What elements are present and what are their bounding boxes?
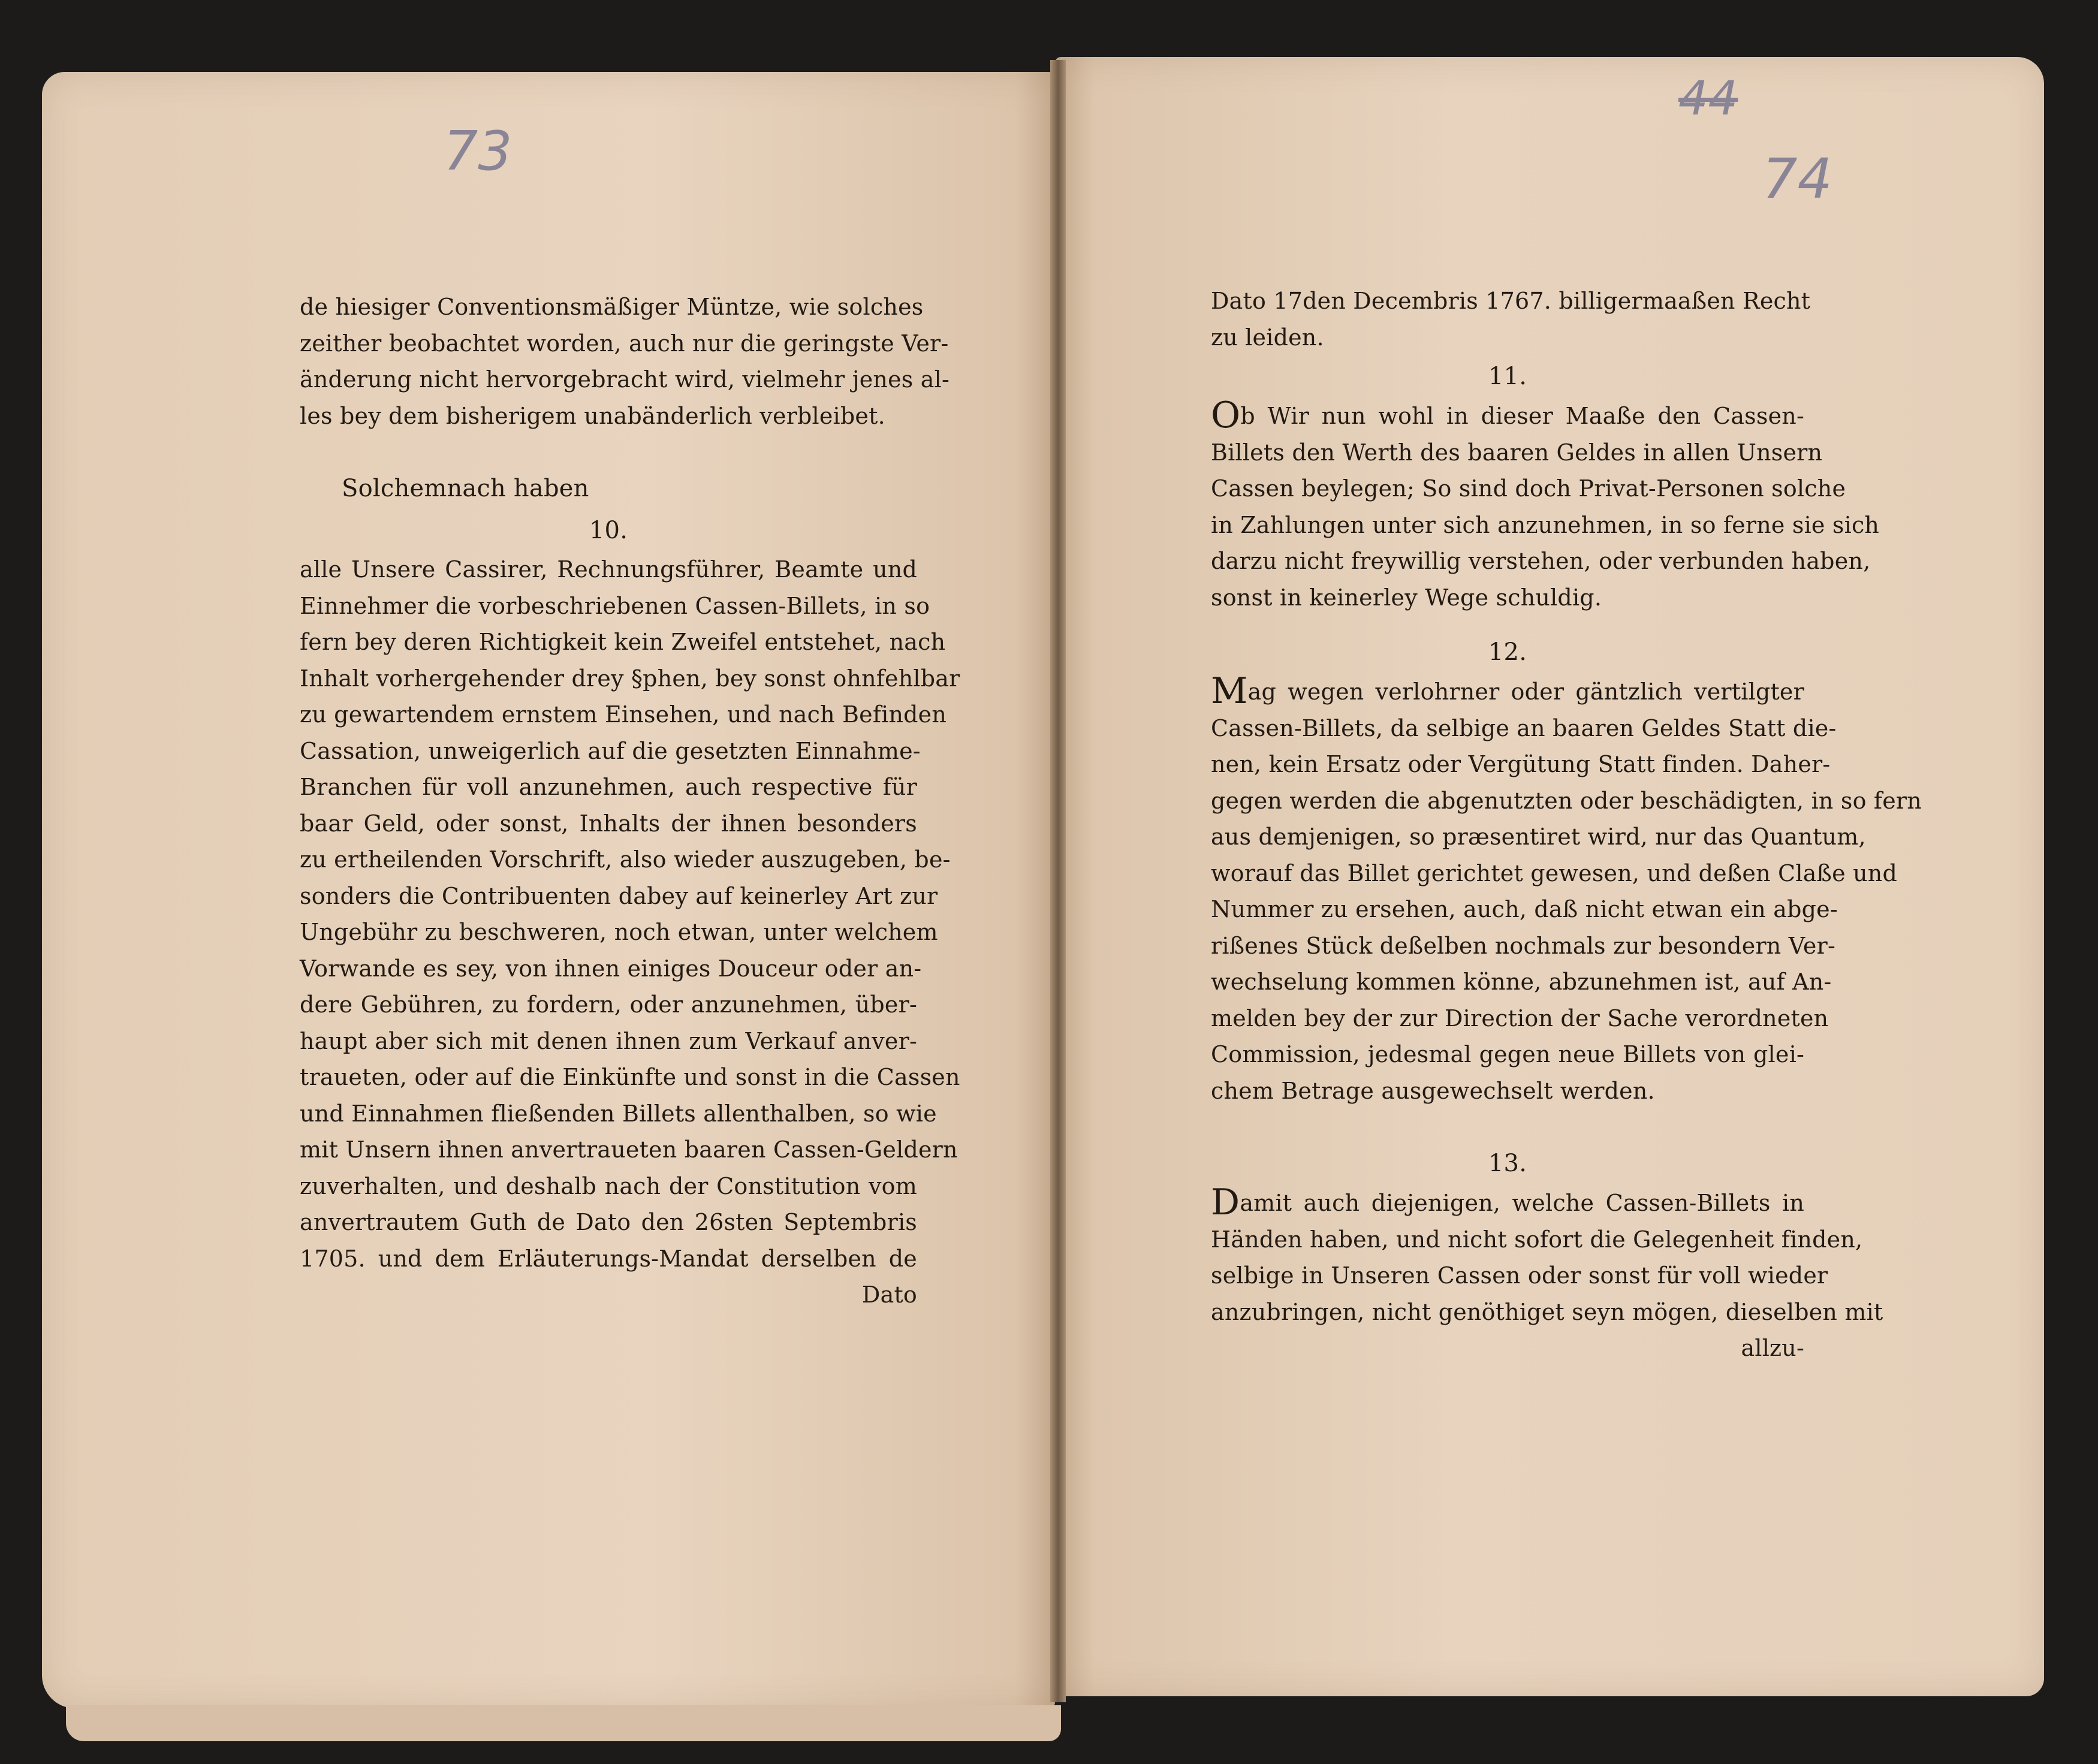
text-line: anzubringen, nicht genöthiget seyn mögen, dieselben mit	[1211, 1298, 1883, 1325]
text-line: fern bey deren Richtigkeit kein Zweifel entstehet, nach	[300, 629, 946, 655]
text-line: chem Betrage ausgewechselt werden.	[1211, 1077, 1655, 1104]
text-line: zu leiden.	[1211, 324, 1324, 351]
text-line: und Einnahmen fließenden Billets allenthalben, so wie	[300, 1100, 937, 1127]
struck-page-number-annotation: 44	[1678, 72, 1738, 126]
text-line: in Zahlungen unter sich anzunehmen, in so ferne sie sich	[1211, 511, 1880, 538]
text-line: Branchen für voll anzunehmen, auch respective für	[300, 774, 917, 800]
text-line: melden bey der zur Direction der Sache verordneten	[1211, 1005, 1829, 1032]
catchword: Dato	[861, 1281, 917, 1308]
right-page-text	[1211, 283, 1922, 1367]
text-line: zu ertheilenden Vorschrift, also wieder auszugeben, be-	[300, 846, 951, 873]
dropcap: O	[1211, 394, 1241, 436]
text-line: nen, kein Ersatz oder Vergütung Statt finden. Daher-	[1211, 751, 1831, 777]
intro-phrase: Solchemnach haben	[342, 475, 589, 502]
text-line	[1211, 394, 1804, 436]
section-number-13: 13.	[1488, 1150, 1527, 1177]
text-line: haupt aber sich mit denen ihnen zum Verkauf anver-	[300, 1027, 917, 1054]
text-line: Händen haben, und nicht sofort die Gelegenheit finden,	[1211, 1226, 1863, 1253]
text-line-rest: ag wegen verlohrner oder gäntzlich vertilgter	[1247, 679, 1804, 705]
text-line: zu gewartendem ernstem Einsehen, und nach Befinden	[300, 701, 947, 728]
text-line: Vorwande es sey, von ihnen einiges Douceur oder an-	[300, 955, 922, 982]
left-page-underlying-leaf	[66, 1705, 1061, 1741]
text-line: worauf das Billet gerichtet gewesen, und deßen Claße und	[1211, 860, 1897, 886]
text-line	[1211, 1181, 1804, 1223]
text-line: traueten, oder auf die Einkünfte und sonst in die Cassen	[300, 1064, 960, 1090]
text-line: Dato 17den Decembris 1767. billigermaaßen Recht	[1211, 288, 1811, 314]
text-line: Nummer zu ersehen, auch, daß nicht etwan ein abge-	[1211, 896, 1838, 922]
section-number-12: 12.	[1488, 638, 1527, 666]
text-line: Cassation, unweigerlich auf die gesetzten Einnahme-	[300, 737, 921, 764]
section-number-11: 11.	[1488, 363, 1527, 390]
dropcap: D	[1211, 1181, 1240, 1223]
text-line: baar Geld, oder sonst, Inhalts der ihnen besonders	[300, 810, 917, 837]
book-gutter	[1050, 60, 1066, 1702]
text-line: rißenes Stück deßelben nochmals zur besondern Ver-	[1211, 932, 1836, 959]
left-page-text	[300, 289, 960, 1313]
text-line: anvertrautem Guth de Dato den 26sten Septembris	[300, 1209, 917, 1235]
text-line: zuverhalten, und deshalb nach der Constitution vom	[300, 1172, 917, 1199]
text-line: sonst in keinerley Wege schuldig.	[1211, 584, 1602, 611]
right-page-number-annotation: 74	[1762, 147, 1833, 211]
text-line: Cassen-Billets, da selbige an baaren Geldes Statt die-	[1211, 714, 1837, 741]
text-line: Commission, jedesmal gegen neue Billets von glei-	[1211, 1041, 1804, 1068]
text-line-rest: b Wir nun wohl in dieser Maaße den Cassen-	[1240, 403, 1804, 429]
text-line: mit Unsern ihnen anvertraueten baaren Cassen-Geldern	[300, 1136, 958, 1163]
dropcap: M	[1211, 670, 1248, 712]
left-page-number-annotation: 73	[444, 120, 513, 183]
text-line: les bey dem bisherigem unabänderlich verbleibet.	[300, 402, 885, 429]
text-line: dere Gebühren, zu fordern, oder anzunehmen, über-	[300, 991, 917, 1018]
text-line: zeither beobachtet worden, auch nur die geringste Ver-	[300, 330, 949, 357]
text-line: darzu nicht freywillig verstehen, oder verbunden haben,	[1211, 548, 1871, 574]
text-line: aus demjenigen, so præsentiret wird, nur das Quantum,	[1211, 824, 1866, 850]
section-number-10: 10.	[589, 517, 628, 544]
text-line: Billets den Werth des baaren Geldes in allen Unsern	[1211, 439, 1823, 466]
text-line: Ungebühr zu beschweren, noch etwan, unter welchem	[300, 919, 938, 945]
text-line: Inhalt vorhergehender drey §phen, bey sonst ohnfehlbar	[300, 665, 960, 692]
text-line: de hiesiger Conventionsmäßiger Müntze, wie solches	[300, 294, 924, 320]
text-line: wechselung kommen könne, abzunehmen ist, auf An-	[1211, 969, 1832, 995]
text-line: sonders die Contribuenten dabey auf keinerley Art zur	[300, 882, 938, 909]
text-line: Einnehmer die vorbeschriebenen Cassen-Billets, in so	[300, 592, 930, 619]
text-line: änderung nicht hervorgebracht wird, vielmehr jenes al-	[300, 366, 949, 393]
text-line	[1211, 670, 1804, 712]
text-line: alle Unsere Cassirer, Rechnungsführer, Beamte und	[300, 556, 917, 583]
catchword: allzu-	[1741, 1335, 1804, 1361]
text-line: Cassen beylegen; So sind doch Privat-Personen solche	[1211, 475, 1846, 502]
text-line: selbige in Unseren Cassen oder sonst für voll wieder	[1211, 1262, 1828, 1289]
text-line: 1705. und dem Erläuterungs-Mandat derselben de	[300, 1245, 917, 1272]
text-line: gegen werden die abgenutzten oder beschädigten, in so fern	[1211, 787, 1922, 814]
text-line-rest: amit auch diejenigen, welche Cassen-Billets in	[1240, 1190, 1804, 1216]
